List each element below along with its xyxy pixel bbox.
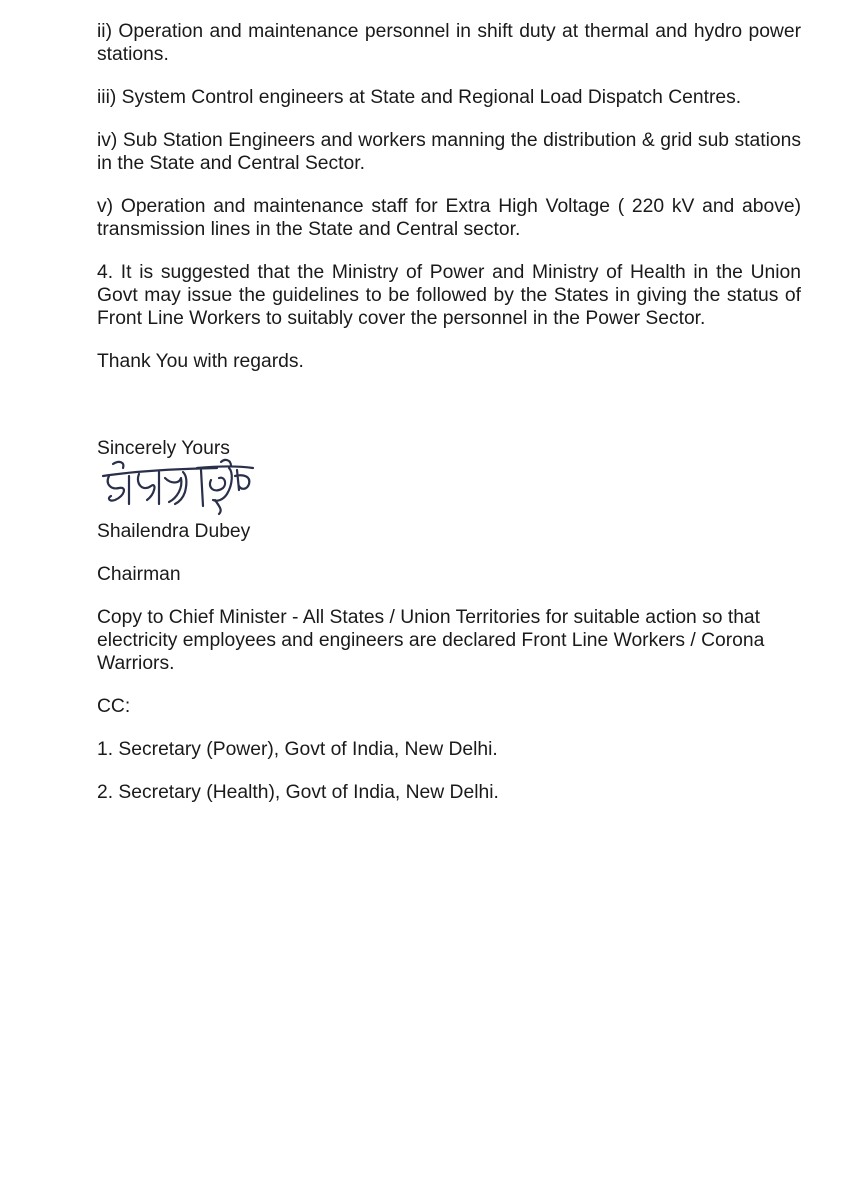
copy-to-paragraph: Copy to Chief Minister - All States / Union Territories for suitable action so that electricity employees and engineers are declared Front Line Workers / Corona Warriors.	[97, 607, 765, 674]
letter-body	[97, 20, 801, 824]
signature-image	[99, 454, 259, 520]
cc-item-2: 2. Secretary (Health), Govt of India, New Delhi.	[97, 782, 499, 803]
list-item-iv: iv) Sub Station Engineers and workers manning the distribution & grid sub stations in the State and Central Sector.	[97, 130, 801, 174]
signer-name: Shailendra Dubey	[97, 521, 251, 542]
signer-title: Chairman	[97, 564, 181, 585]
closing-salutation: Sincerely Yours	[97, 438, 230, 459]
cc-label: CC:	[97, 696, 131, 717]
paragraph-point-4: 4. It is suggested that the Ministry of Power and Ministry of Health in the Union Govt may issue the guidelines to be followed by the States in giving the status of Front Line Workers to suitably cover the personnel in the Power Sector.	[97, 262, 801, 329]
list-item-iii: iii) System Control engineers at State and Regional Load Dispatch Centres.	[97, 87, 742, 108]
list-item-ii: ii) Operation and maintenance personnel in shift duty at thermal and hydro power stations.	[97, 21, 801, 65]
list-item-v: v) Operation and maintenance staff for Extra High Voltage ( 220 kV and above) transmission lines in the State and Central sector.	[97, 196, 801, 240]
signature-block	[97, 437, 801, 586]
cc-item-1: 1. Secretary (Power), Govt of India, New Delhi.	[97, 739, 498, 760]
thank-you-line: Thank You with regards.	[97, 351, 304, 372]
handwritten-signature	[97, 454, 801, 524]
